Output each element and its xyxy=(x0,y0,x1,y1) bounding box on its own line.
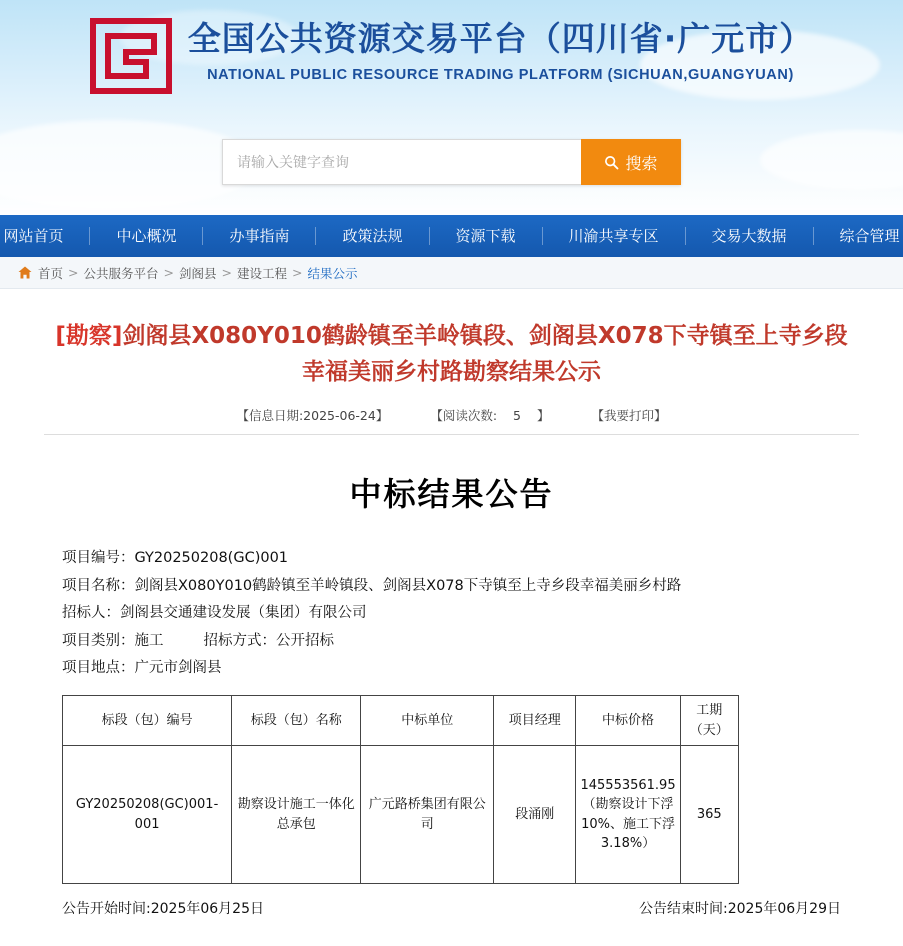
field-project-code xyxy=(44,545,859,573)
breadcrumb-item-public-service[interactable]: 公共服务平台 xyxy=(83,265,159,281)
read-count-close: 】 xyxy=(537,408,550,424)
table-header-section-name: 标段（包）名称 xyxy=(232,696,361,746)
breadcrumb-item-jiange[interactable]: 剑阁县 xyxy=(179,265,217,281)
cell-duration: 365 xyxy=(680,746,738,884)
info-date: 【信息日期:2025-06-24】 xyxy=(236,408,389,424)
breadcrumb-item-result-notice[interactable]: 结果公示 xyxy=(307,265,358,281)
field-project-name-label: 项目名称： xyxy=(62,577,135,594)
breadcrumb-separator: > xyxy=(68,265,79,280)
document-title: 中标结果公告 xyxy=(349,475,554,514)
page-title-tag: [勘察] xyxy=(55,323,123,349)
search-button[interactable] xyxy=(581,139,681,185)
nav-item-downloads[interactable]: 资源下载 xyxy=(430,227,543,245)
notice-end-date: 公告结束时间:2025年06月29日 xyxy=(639,901,841,918)
search-icon xyxy=(604,155,619,170)
platform-logo-icon xyxy=(90,18,172,94)
nav-item-bigdata[interactable]: 交易大数据 xyxy=(686,227,814,245)
cloud-decoration xyxy=(0,120,260,210)
field-location-value: 广元市剑阁县 xyxy=(134,660,222,677)
read-count-label: 【阅读次数: xyxy=(430,408,498,424)
breadcrumb-item-construction[interactable]: 建设工程 xyxy=(237,265,288,281)
breadcrumb-separator: > xyxy=(292,265,303,280)
site-title-en: NATIONAL PUBLIC RESOURCE TRADING PLATFORM (SICHUAN,GUANGYUAN) xyxy=(207,67,794,84)
field-location xyxy=(44,655,859,683)
page-title-text: 剑阁县X080Y010鹤龄镇至羊岭镇段、剑阁县X078下寺镇至上寺乡段幸福美丽乡村路勘察结果公示 xyxy=(122,323,848,385)
site-title-cn: 全国公共资源交易平台（四川省·广元市） xyxy=(187,19,814,58)
search-button-label: 搜索 xyxy=(625,153,658,173)
nav-item-center-overview[interactable]: 中心概况 xyxy=(90,227,203,245)
table-header-section-code: 标段（包）编号 xyxy=(63,696,232,746)
field-project-name-value: 剑阁县X080Y010鹤龄镇至羊岭镇段、剑阁县X078下寺镇至上寺乡段幸福美丽乡村路 xyxy=(134,577,682,594)
read-count-block xyxy=(430,406,549,424)
site-brand xyxy=(0,0,903,94)
breadcrumb-separator: > xyxy=(163,265,174,280)
cell-section-code: GY20250208(GC)001-001 xyxy=(63,746,232,884)
page-title xyxy=(44,313,859,390)
field-category-value: 施工 xyxy=(134,632,164,649)
breadcrumb xyxy=(0,257,903,289)
field-category-and-method xyxy=(44,628,859,656)
notice-dates xyxy=(44,898,859,918)
field-tenderer-value: 剑阁县交通建设发展（集团）有限公司 xyxy=(120,605,367,622)
table-header-winner: 中标单位 xyxy=(361,696,494,746)
field-project-name xyxy=(44,573,859,601)
table-header-price: 中标价格 xyxy=(576,696,680,746)
field-tenderer xyxy=(44,600,859,628)
field-project-code-label: 项目编号： xyxy=(62,550,135,567)
article-meta xyxy=(44,406,859,435)
field-category-label: 项目类别： xyxy=(62,632,135,649)
table-header-duration: 工期（天） xyxy=(680,696,738,746)
table-header-row xyxy=(63,696,739,746)
breadcrumb-separator: > xyxy=(221,265,232,280)
cell-manager: 段涌刚 xyxy=(494,746,576,884)
cell-winner: 广元路桥集团有限公司 xyxy=(361,746,494,884)
cloud-decoration xyxy=(760,130,903,190)
search-input[interactable] xyxy=(222,139,581,185)
nav-item-chuanyu-zone[interactable]: 川渝共享专区 xyxy=(543,227,686,245)
bid-result-table xyxy=(62,695,739,884)
field-project-code-value: GY20250208(GC)001 xyxy=(134,550,289,567)
table-row xyxy=(63,746,739,884)
main-nav xyxy=(0,215,903,257)
nav-item-home[interactable]: 网站首页 xyxy=(0,227,90,245)
field-method-value: 公开招标 xyxy=(276,632,334,649)
article-content xyxy=(0,289,903,946)
nav-item-policy[interactable]: 政策法规 xyxy=(316,227,429,245)
nav-item-management[interactable]: 综合管理 xyxy=(839,227,900,245)
breadcrumb-item-home[interactable]: 首页 xyxy=(38,265,64,281)
notice-start-date: 公告开始时间:2025年06月25日 xyxy=(62,901,264,918)
search-bar xyxy=(222,139,681,185)
cell-price: 145553561.95（勘察设计下浮10%、施工下浮3.18%） xyxy=(576,746,680,884)
print-button[interactable]: 【我要打印】 xyxy=(591,408,667,424)
nav-item-guide[interactable]: 办事指南 xyxy=(203,227,316,245)
site-header-banner xyxy=(0,0,903,215)
field-method-label: 招标方式： xyxy=(203,632,276,649)
field-location-label: 项目地点： xyxy=(62,660,135,677)
cell-section-name: 勘察设计施工一体化总承包 xyxy=(232,746,361,884)
field-tenderer-label: 招标人： xyxy=(62,605,120,622)
read-count-value: 5 xyxy=(513,408,521,424)
brand-text-block xyxy=(188,18,814,83)
home-icon xyxy=(18,266,32,279)
table-header-manager: 项目经理 xyxy=(494,696,576,746)
